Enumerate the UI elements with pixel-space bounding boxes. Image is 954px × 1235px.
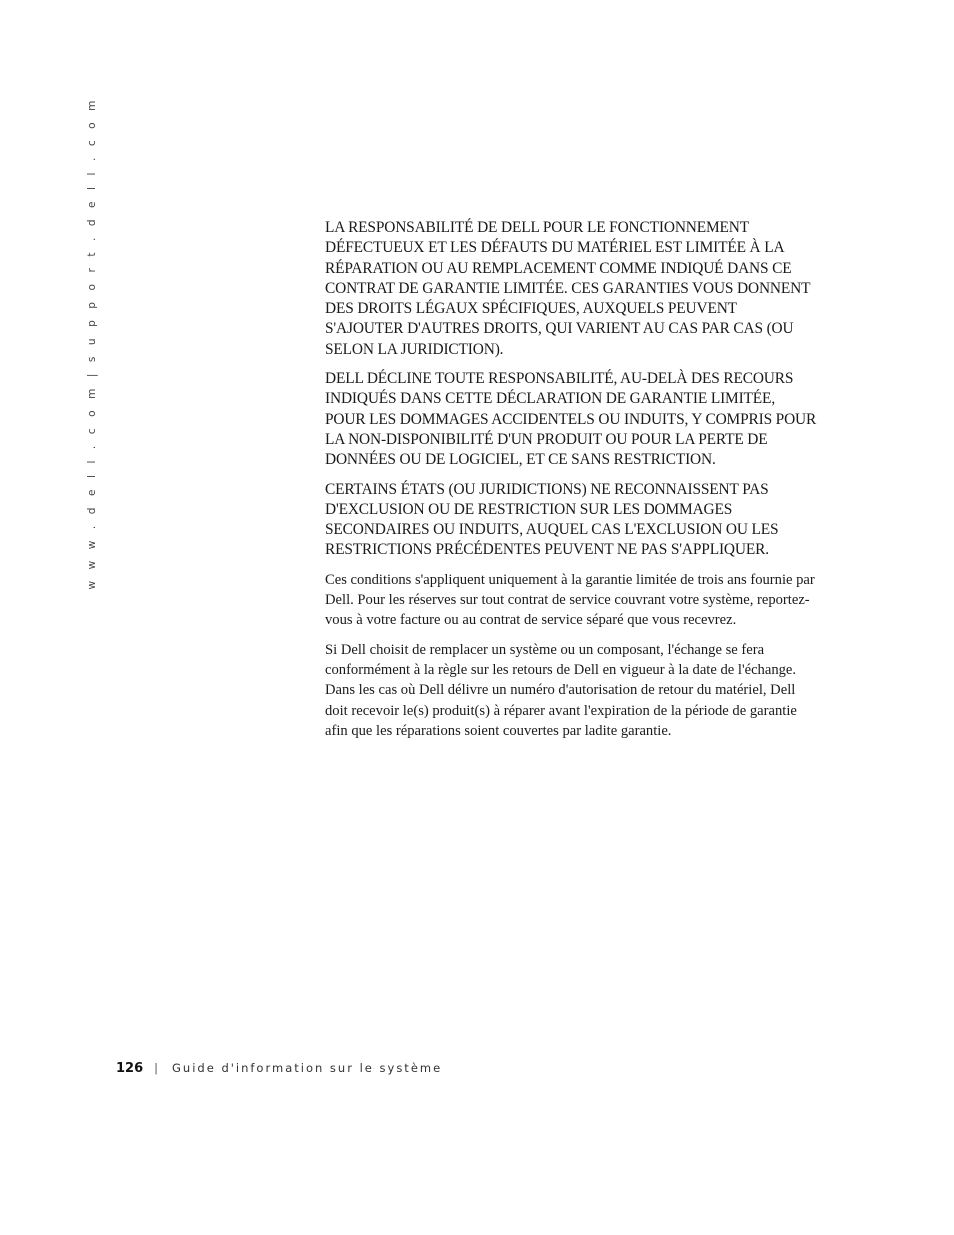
guide-title: Guide d'information sur le système	[172, 1061, 443, 1075]
page-footer	[116, 1061, 442, 1076]
paragraph-replacement-policy: Si Dell choisit de remplacer un système ou un composant, l'échange se fera conformément à la règle sur les retours de Dell en vigueur à la date de l'échange. Dans les cas où Dell délivre un numéro d'autorisation de retour du matériel, Dell doit recevoir le(s) produit(s) à réparer avant l'expiration de la période de garantie afin que les réparations soient couvertes par ladite garantie.	[325, 641, 797, 739]
side-url-text: w w w . d e l l . c o m | s u p p o r t . d e l l . c o m	[86, 96, 98, 590]
warranty-text-block	[325, 218, 817, 750]
page-number: 126	[116, 1061, 144, 1076]
paragraph-jurisdiction-exclusion: CERTAINS ÉTATS (OU JURIDICTIONS) NE RECONNAISSENT PAS D'EXCLUSION OU DE RESTRICTION SUR LES DOMMAGES SECONDAIRES OU INDUITS, AUQUEL CAS L'EXCLUSION OU LES RESTRICTIONS PRÉCÉDENTES PEUVENT NE PAS S'APPLIQUER.	[325, 480, 779, 559]
paragraph-warranty-conditions: Ces conditions s'appliquent uniquement à la garantie limitée de trois ans fournie par Dell. Pour les réserves sur tout contrat de service couvrant votre système, reportez-vous à votre facture ou au contrat de service séparé que vous recevrez.	[325, 571, 815, 629]
footer-separator: |	[154, 1061, 159, 1075]
paragraph-liability-limitation: LA RESPONSABILITÉ DE DELL POUR LE FONCTIONNEMENT DÉFECTUEUX ET LES DÉFAUTS DU MATÉRIEL EST LIMITÉE À LA RÉPARATION OU AU REMPLACEMENT COMME INDIQUÉ DANS CE CONTRAT DE GARANTIE LIMITÉE. CES GARANTIES VOUS DONNENT DES DROITS LÉGAUX SPÉCIFIQUES, AUXQUELS PEUVENT S'AJOUTER D'AUTRES DROITS, QUI VARIENT AU CAS PAR CAS (OU SELON LA JURIDICTION).	[325, 219, 811, 358]
paragraph-disclaimer: DELL DÉCLINE TOUTE RESPONSABILITÉ, AU-DELÀ DES RECOURS INDIQUÉS DANS CETTE DÉCLARATION DE GARANTIE LIMITÉE, POUR LES DOMMAGES ACCIDENTELS OU INDUITS, Y COMPRIS POUR LA NON-DISPONIBILITÉ D'UN PRODUIT OU POUR LA PERTE DE DONNÉES OU DE LOGICIEL, ET CE SANS RESTRICTION.	[325, 370, 817, 469]
